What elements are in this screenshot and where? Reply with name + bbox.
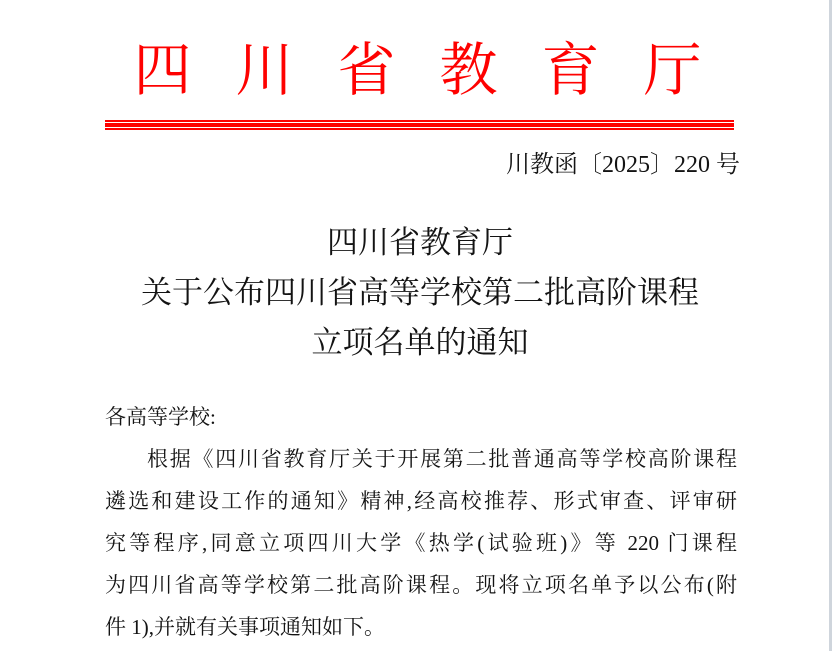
doc-reference-number: 川教函〔2025〕220 号	[506, 152, 740, 178]
notice-title-line-1: 四川省教育厅	[327, 225, 513, 260]
body-text-line: 究等程序,同意立项四川大学《热学(试验班)》等 220 门课程	[105, 531, 737, 555]
body-text-line: 遴选和建设工作的通知》精神,经高校推荐、形式审查、评审研	[105, 489, 737, 513]
notice-title-line-2: 关于公布四川省高等学校第二批高阶课程	[141, 275, 699, 310]
body-text-line: 为四川省高等学校第二批高阶课程。现将立项名单予以公布(附	[105, 573, 737, 597]
red-divider-rule	[105, 120, 734, 130]
notice-title-line-3: 立项名单的通知	[311, 325, 529, 360]
notice-title	[85, 218, 755, 368]
salutation-line: 各高等学校:	[105, 405, 216, 429]
body-text-line: 根据《四川省教育厅关于开展第二批普通高等学校高阶课程	[147, 447, 737, 471]
agency-masthead: 四川省教育厅	[133, 38, 746, 103]
page-edge-line	[829, 0, 832, 651]
body-text-line: 件 1),并就有关事项通知如下。	[105, 615, 385, 639]
notice-body	[105, 396, 737, 648]
